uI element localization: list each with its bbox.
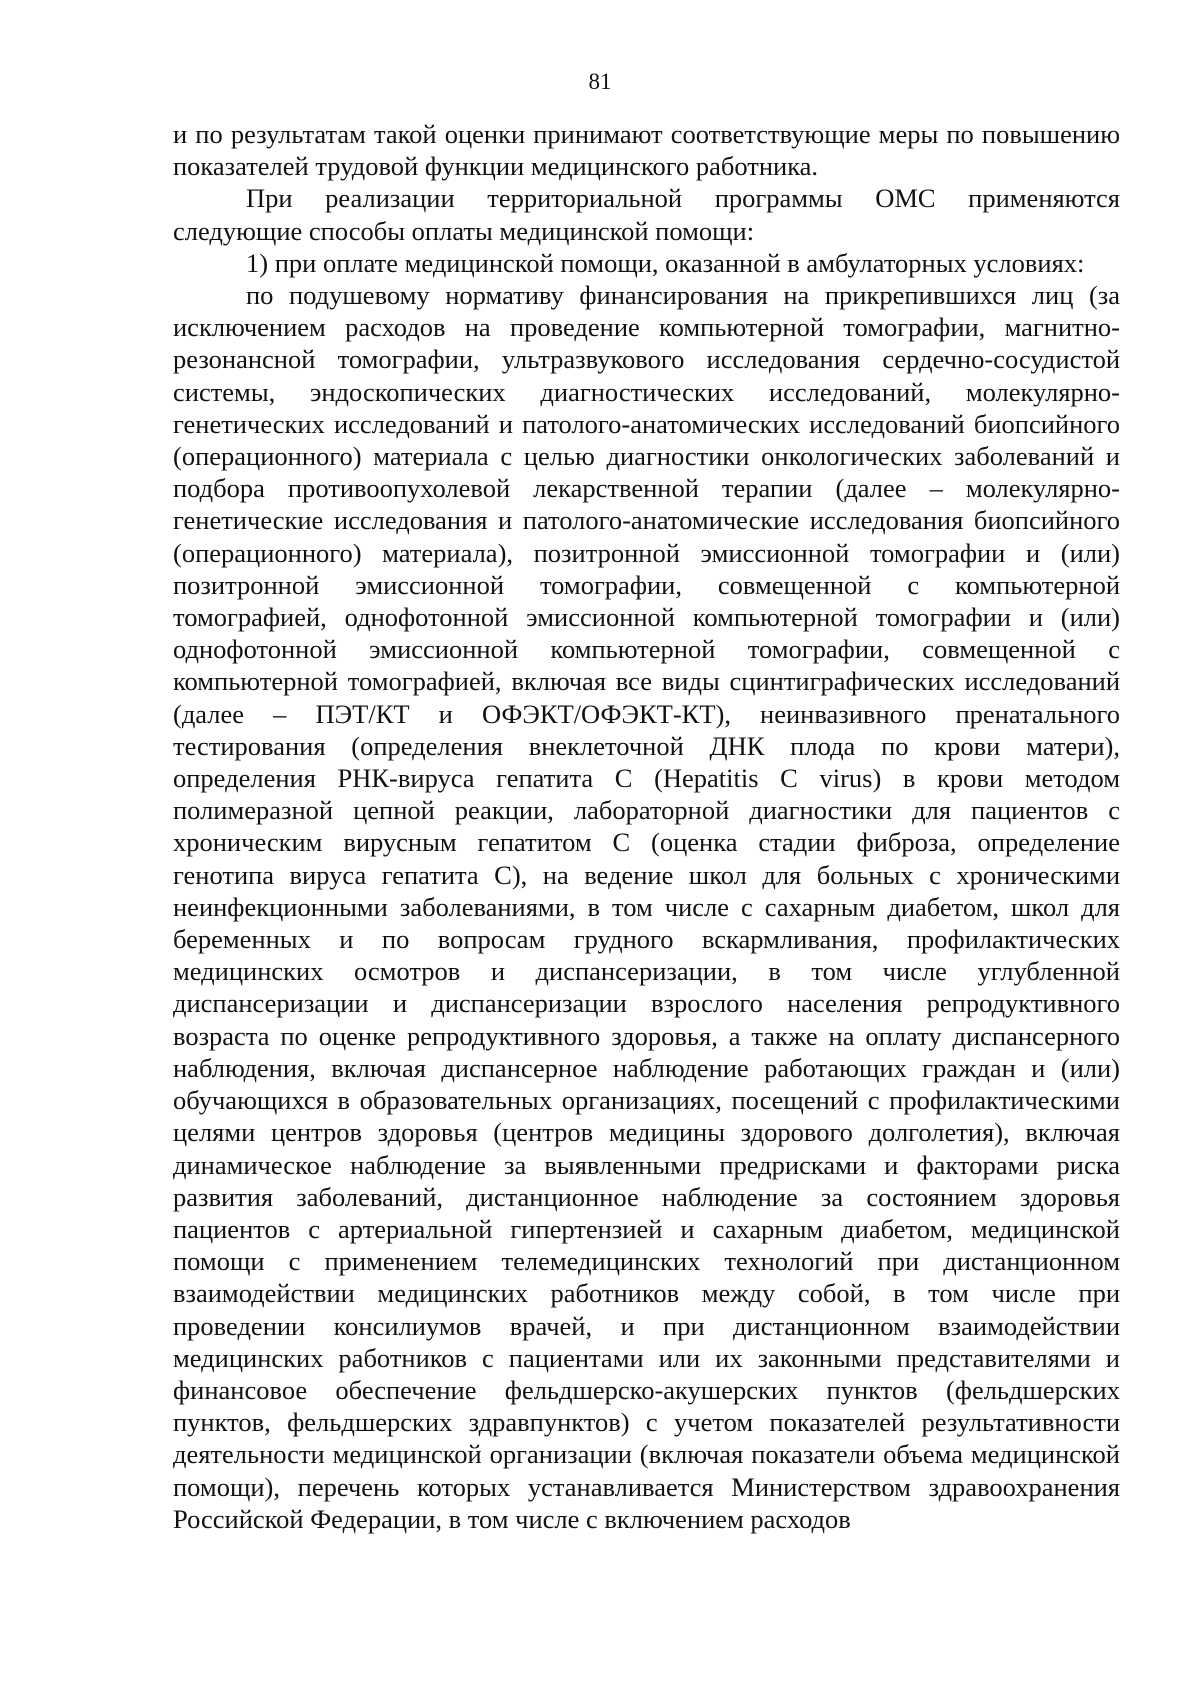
paragraph-continuation: и по результатам такой оценки принимают соответствующие меры по повышению показателей трудовой функции медицинского работника. — [173, 119, 1120, 182]
paragraph-payment-methods-intro: При реализации территориальной программы ОМС применяются следующие способы оплаты медицинской помощи: — [173, 183, 1120, 246]
paragraph-list-item-1: 1) при оплате медицинской помощи, оказанной в амбулаторных условиях: — [246, 247, 1085, 278]
page-number: 81 — [588, 69, 612, 94]
paragraph-per-capita-standard: по подушевому нормативу финансирования на прикрепившихся лиц (за исключением расходов на проведение компьютерной томографии, магнитно-резонансной томографии, ультразвукового исследования сердечно-сосудистой системы, эндоскопических диагностических исследований, молекулярно-генетических исследований и патолого-анатомических исследований биопсийного (операционного) материала с целью диагностики онкологических заболеваний и подбора противоопухолевой лекарственной терапии (далее – молекулярно-генетические исследования и патолого-анатомические исследования биопсийного (операционного) материала), позитронной эмиссионной томографии и (или) позитронной эмиссионной томографии, совмещенной с компьютерной томографией, однофотонной эмиссионной компьютерной томографии и (или) однофотонной эмиссионной компьютерной томографии, совмещенной с компьютерной томографией, включая все виды сцинтиграфических исследований (далее – ПЭТ/КТ и ОФЭКТ/ОФЭКТ-КТ), неинвазивного пренатального тестирования (определения внеклеточной ДНК плода по крови матери), определения РНК-вируса гепатита C (Hepatitis C virus) в крови методом полимеразной цепной реакции, лабораторной диагностики для пациентов с хроническим вирусным гепатитом C (оценка стадии фиброза, определение генотипа вируса гепатита C), на ведение школ для больных с хроническими неинфекционными заболеваниями, в том числе с сахарным диабетом, школ для беременных и по вопросам грудного вскармливания, профилактических медицинских осмотров и диспансеризации, в том числе углубленной диспансеризации и диспансеризации взрослого населения репродуктивного возраста по оценке репродуктивного здоровья, а также на оплату диспансерного наблюдения, включая диспансерное наблюдение работающих граждан и (или) обучающихся в образовательных организациях, посещений с профилактическими целями центров здоровья (центров медицины здорового долголетия), включая динамическое наблюдение за выявленными предрисками и факторами риска развития заболеваний, дистанционное наблюдение за состоянием здоровья пациентов с артериальной гипертензией и сахарным диабетом, медицинской помощи с применением телемедицинских технологий при дистанционном взаимодействии медицинских работников между собой, в том числе при проведении консилиумов врачей, и при дистанционном взаимодействии медицинских работников с пациентами или их законными представителями и финансовое обеспечение фельдшерско-акушерских пунктов (фельдшерских пунктов, фельдшерских здравпунктов) с учетом показателей результативности деятельности медицинской организации (включая показатели объема медицинской помощи), перечень которых устанавливается Министерством здравоохранения Российской Федерации, в том числе с включением расходов — [173, 280, 1120, 1534]
document-body — [173, 118, 1120, 1535]
